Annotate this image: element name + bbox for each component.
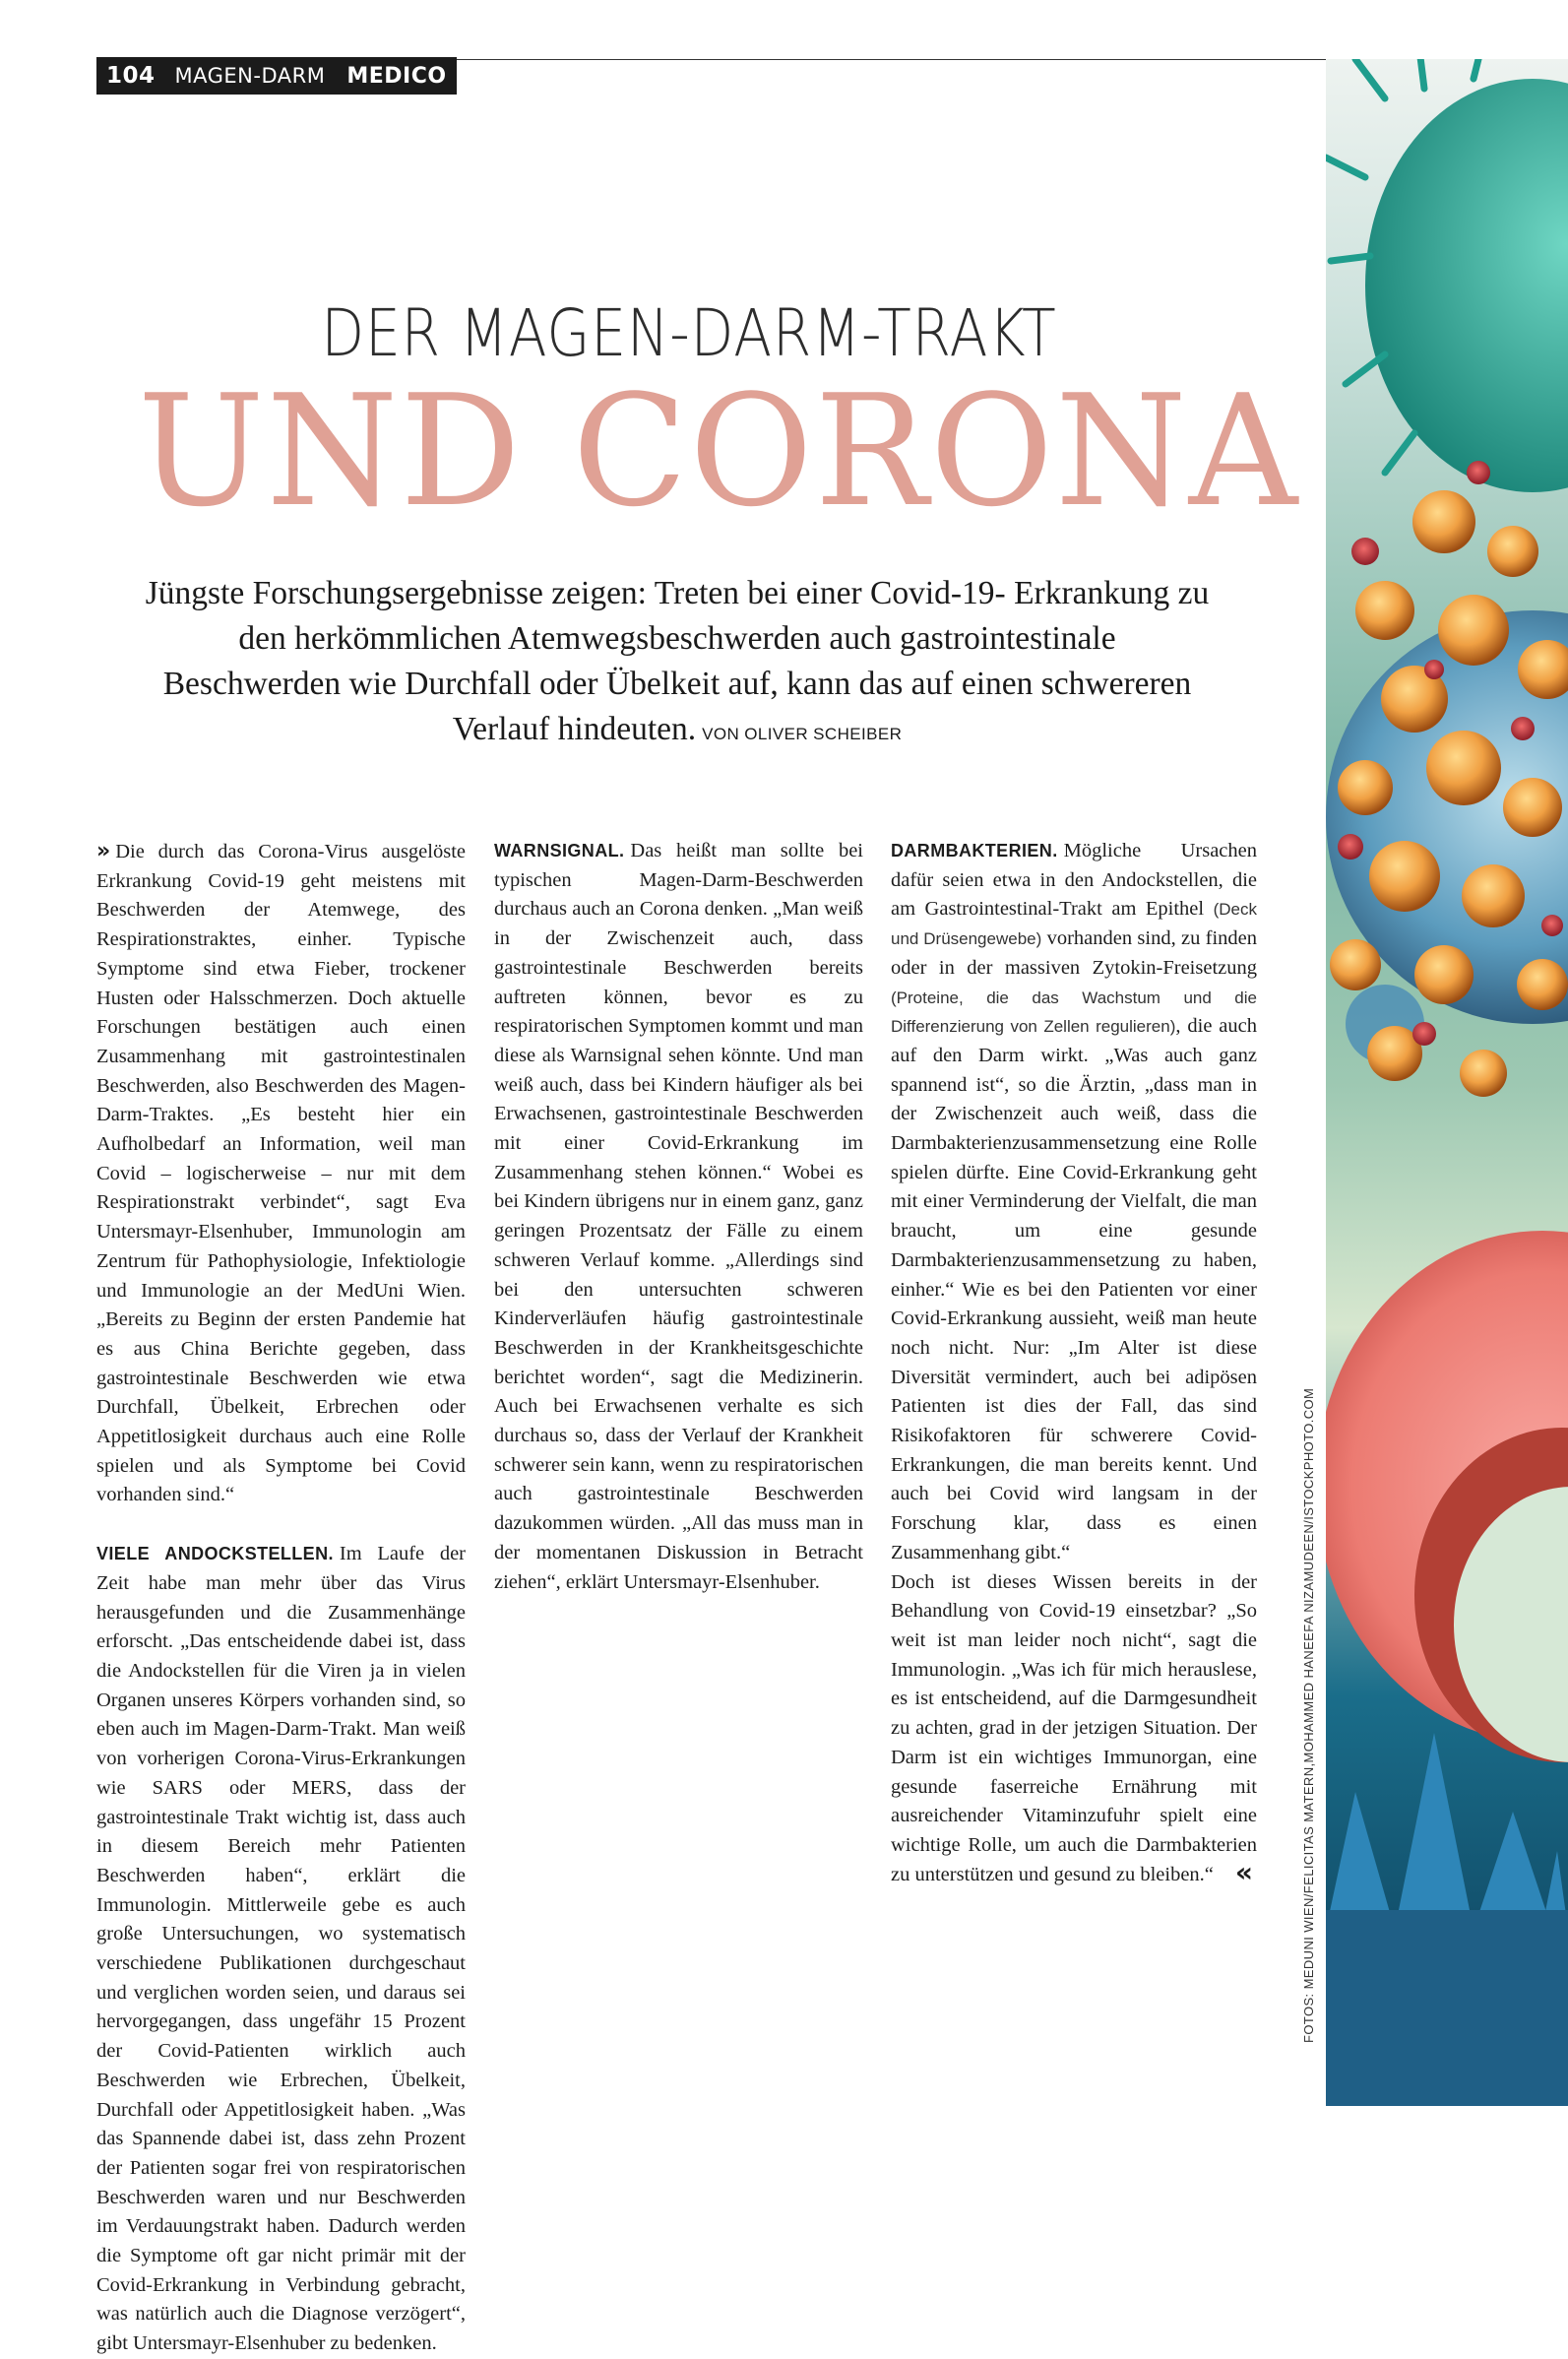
text-column-3 [891,837,1257,1889]
section-header [96,57,457,95]
virus-illustration-graphic [1326,59,1568,2106]
paragraph-text: vorhanden sind, zu finden oder in der massiven Zytokin-Freisetzung [891,927,1258,979]
start-mark: » [96,839,111,863]
article-lead [96,571,1258,757]
article-title: UND CORONA [137,361,1300,541]
paragraph [891,1568,1257,1890]
paragraph-text: , die auch auf den Darm wirkt. „Was auch ganz spannend ist“, so die Ärztin, „dass man in der Zwischenzeit auch weiß, dass die Darmbakterienzusammensetzung eine Rolle spielen dürfte. Eine Covid-Erkrankung geht mit einer Verminderung der Vielfalt, die man braucht, um eine gesunde Darmbakterienzusammensetzung zu haben, einher.“ Wie es bei den Patienten vor einer Covid-Erkrankung aussieht, weiß man heute noch nicht. Nur: „Im Alter ist diese Diversität vermindert, auch bei adipösen Patienten ist dies der Fall, das sind Risikofaktoren für schwerere Covid-Erkrankungen, die man bereits kennt. Und auch bei Covid wird langsam in der Forschung klar, dass es einen Zusammenhang gibt.“ [891,1015,1257,1563]
photo-credit: FOTOS: MEDUNI WIEN/FELICITAS MATERN,MOHAMMED HANEEFA NIZAMUDEEN/ISTOCKPHOTO.COM [1301,1387,1316,2043]
lead-line-4-text: Verlauf hindeuten. [452,711,697,747]
magazine-label: MEDICO [346,63,447,89]
lead-line-2: den herkömmlichen Atemwegsbeschwerden auch gastrointestinale [238,620,1116,657]
paragraph-text: Das heißt man sollte bei typischen Magen-Darm-Beschwerden durchaus auch an Corona denken. „Man weiß in der Zwischenzeit auch, dass gastrointestinale Beschwerden bereits auftreten können, bevor es zu respiratorischen Symptomen kommt und man diese als Warnsignal sehen könnte. Und man weiß auch, dass bei Kindern häufiger als bei Erwachsenen, gastrointestinale Beschwerden mit einer Covid-Erkrankung im Zusammenhang stehen können.“ Wobei es bei Kindern übrigens nur in einem ganz, ganz geringen Prozentsatz der Fälle zu einem schweren Verlauf komme. „Allerdings sind bei den untersuchten schweren Kinderverläufen häufig gastrointestinale Beschwerden in der Krankheitsgeschichte berichtet worden“, sagt die Medizinerin. Auch bei Erwachsenen verhalte es sich durchaus so, dass der Verlauf der Krankheit schwerer sein kann, wenn zu respiratorischen auch gastrointestinale Beschwerden dazukommen würden. „All das muss man in der momentanen Diskussion in Betracht ziehen“, erklärt Untersmayr-Elsenhuber. [494,840,863,1593]
subheading: VIELE ANDOCKSTELLEN. [96,1544,334,1564]
text-column-2 [494,837,863,1597]
glossary-note: (Deck und Drüsengewebe) [891,900,1257,949]
lead-line-1: Jüngste Forschungsergebnisse zeigen: Treten bei einer Covid-19- Erkrankung zu [145,575,1210,611]
page-number: 104 [106,63,156,89]
article-kicker: DER MAGEN-DARM-TRAKT [321,295,1057,371]
lead-line-4 [96,707,1258,757]
paragraph [891,837,1257,1568]
end-mark: « [1234,1855,1253,1888]
paragraph [96,1540,466,2359]
byline: VON OLIVER SCHEIBER [702,725,903,743]
paragraph-text: Doch ist dieses Wissen bereits in der Behandlung von Covid-19 einsetzbar? „So weit ist man leider noch nicht“, sagt die Immunologin. „Was ich für mich herauslese, es ist entscheidend, auf die Darmgesundheit zu achten, grad in der jetzigen Situation. Der Darm ist ein wichtiges Immunorgan, eine gesunde faserreiche Ernährung mit ausreichender Vitaminzufuhr spielt eine wichtige Rolle, um auch die Darmbakterien zu unterstützen und gesund zu bleiben.“ [891,1570,1257,1885]
paragraph-text: Mögliche Ursachen dafür seien etwa in den Andockstellen, die am Gastrointestinal-Trakt am Epithel [891,840,1257,921]
lead-line-3: Beschwerden wie Durchfall oder Übelkeit auf, kann das auf einen schwereren [162,666,1192,702]
text-column-1 [96,837,466,2359]
paragraph [494,837,863,1597]
subheading: WARNSIGNAL. [494,841,625,861]
virus-illustration [1326,59,1568,2106]
paragraph-text: Im Laufe der Zeit habe man mehr über das Virus herausgefunden und die Zusammenhänge erforscht. „Das entscheidende dabei ist, dass die Andockstellen für die Viren ja in vielen Organen unseres Körpers vorhanden sind, so eben auch im Magen-Darm-Trakt. Man weiß von vorherigen Corona-Virus-Erkrankungen wie SARS oder MERS, dass der gastrointestinale Trakt wichtig ist, dass auch in diesem Bereich mehr Patienten Beschwerden haben“, erklärt die Immunologin. Mittlerweile gebe es auch große Untersuchungen, wo systematisch verschiedene Publikationen durchgeschaut und verglichen worden seien, und daraus sei hervorgegangen, dass ungefähr 15 Prozent der Covid-Patienten wirklich auch Beschwerden wie Erbrechen, Übelkeit, Durchfall oder Appetitlosigkeit haben. „Was das Spannende dabei ist, dass zehn Prozent der Patienten sogar frei von respiratorischen Beschwerden waren und nur Beschwerden im Verdauungstrakt haben. Dadurch werden die Symptome oft gar nicht primär mit der Covid-Erkrankung in Verbindung gebracht, was natürlich auch die Diagnose verzögert“, gibt Untersmayr-Elsenhuber zu bedenken. [96,1543,466,2355]
glossary-note: (Proteine, die das Wachstum und die Differenzierung von Zellen regulieren) [891,988,1257,1037]
subheading: DARMBAKTERIEN. [891,841,1058,861]
paragraph-text: Die durch das Corona-Virus ausgelöste Erkrankung Covid-19 geht meistens mit Beschwerden der Atemwege, des Respirationstraktes, einher. Typische Symptome sind etwa Fieber, trockener Husten oder Halsschmerzen. Doch aktuelle Forschungen bestätigen auch einen Zusammenhang mit gastrointestinalen Beschwerden, also Beschwerden des Magen-Darm-Traktes. „Es besteht hier ein Aufholbedarf an Information, weil man Covid – logischerweise – nur mit dem Respirationstrakt verbindet“, sagt Eva Untersmayr-Elsenhuber, Immunologin am Zentrum für Pathophysiologie, Infektiologie und Immunologie an der MedUni Wien. „Bereits zu Beginn der ersten Pandemie hat es aus China Berichte gegeben, dass gastrointestinale Beschwerden wie etwa Durchfall, Übelkeit, Erbrechen oder Appetitlosigkeit durchaus auch eine Rolle spielen und als Symptome bei Covid vorhanden sind.“ [96,841,466,1506]
paragraph [96,837,466,1510]
section-label: MAGEN-DARM [174,64,326,88]
